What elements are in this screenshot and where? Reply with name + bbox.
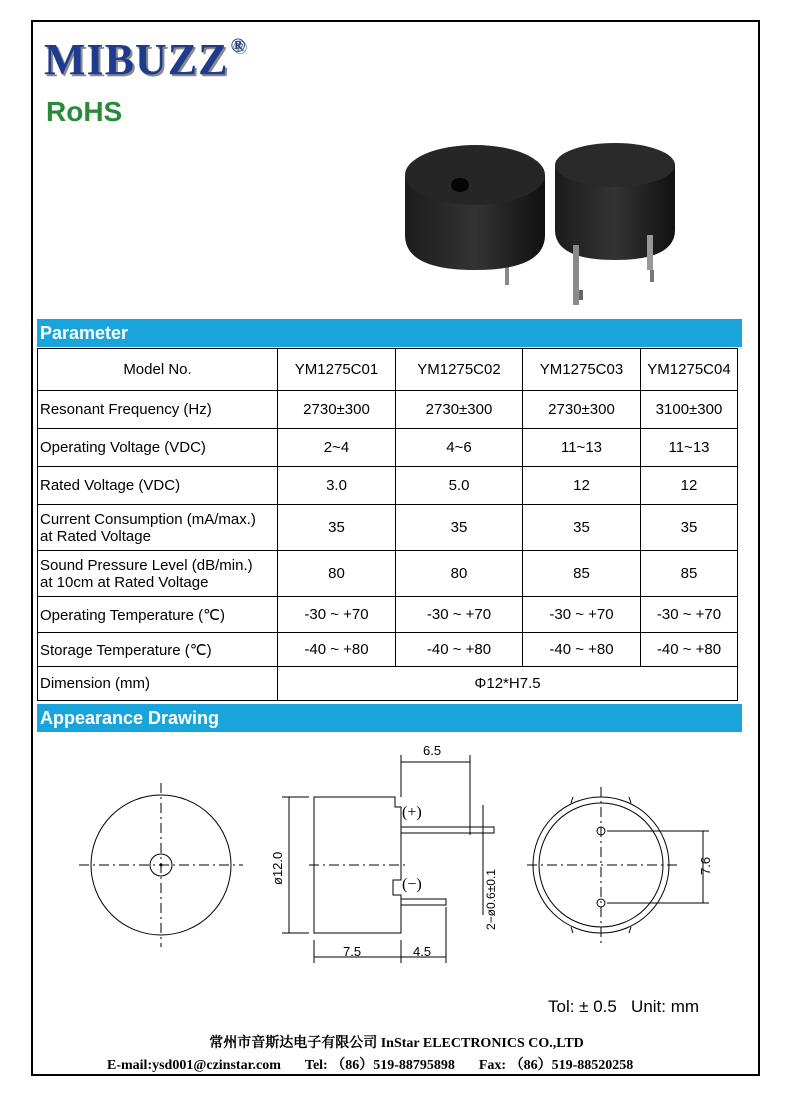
- table-row: [38, 429, 738, 467]
- row-label: Operating Temperature (℃): [38, 597, 278, 633]
- table-cell: -30 ~ +70: [523, 597, 641, 633]
- tel: Tel: （86）519-88795898: [304, 1058, 455, 1073]
- table-cell: 11~13: [523, 429, 641, 467]
- table-row: [38, 505, 738, 551]
- header-cell: YM1275C01: [278, 349, 396, 391]
- dim-body-label: 7.5: [343, 944, 362, 959]
- parameter-section-header: Parameter: [37, 319, 742, 347]
- table-cell: -40 ~ +80: [278, 633, 396, 667]
- table-cell: 2730±300: [396, 391, 523, 429]
- appearance-drawing: [37, 735, 742, 1025]
- row-label: Operating Voltage (VDC): [38, 429, 278, 467]
- table-cell: 85: [523, 551, 641, 597]
- table-cell: 35: [523, 505, 641, 551]
- header-cell: YM1275C02: [396, 349, 523, 391]
- table-cell: 85: [641, 551, 738, 597]
- table-row: [38, 551, 738, 597]
- table-cell: 80: [396, 551, 523, 597]
- table-row: [38, 597, 738, 633]
- email: E-mail:ysd001@czinstar.com: [107, 1058, 281, 1073]
- table-cell: -30 ~ +70: [641, 597, 738, 633]
- row-label: Storage Temperature (℃): [38, 633, 278, 667]
- table-cell: 4~6: [396, 429, 523, 467]
- header-cell: YM1275C03: [523, 349, 641, 391]
- table-cell: -40 ~ +80: [523, 633, 641, 667]
- header-cell: Model No.: [38, 349, 278, 391]
- header-cell: YM1275C04: [641, 349, 738, 391]
- row-label: Rated Voltage (VDC): [38, 467, 278, 505]
- row-label: Resonant Frequency (Hz): [38, 391, 278, 429]
- table-cell: 12: [523, 467, 641, 505]
- table-row: [38, 391, 738, 429]
- plus-label: (+): [402, 804, 422, 821]
- table-row: [38, 633, 738, 667]
- dim-top-label: 6.5: [423, 743, 442, 758]
- parameter-table: [37, 348, 738, 701]
- table-cell: 3100±300: [641, 391, 738, 429]
- rohs-mark: RoHS: [46, 96, 123, 127]
- table-cell: Φ12*H7.5: [278, 667, 738, 701]
- table-cell: -30 ~ +70: [278, 597, 396, 633]
- minus-label: (−): [402, 876, 422, 893]
- table-row: [38, 667, 738, 701]
- company-name: 常州市音斯达电子有限公司 InStar ELECTRONICS CO.,LTD: [209, 1036, 584, 1051]
- row-label: Sound Pressure Level (dB/min.) at 10cm at Rated Voltage: [38, 551, 278, 597]
- table-cell: 80: [278, 551, 396, 597]
- table-row: [38, 467, 738, 505]
- brand-logo: MIBUZZ ®: [44, 35, 247, 84]
- table-cell: 2730±300: [523, 391, 641, 429]
- table-cell: 35: [278, 505, 396, 551]
- contact-line: [107, 1054, 657, 1074]
- table-cell: -40 ~ +80: [396, 633, 523, 667]
- tolerance-note: Tol: ± 0.5 Unit: mm: [548, 997, 700, 1016]
- table-cell: -40 ~ +80: [641, 633, 738, 667]
- appearance-section-header: Appearance Drawing: [37, 704, 742, 732]
- table-cell: 3.0: [278, 467, 396, 505]
- row-label: Current Consumption (mA/max.) at Rated Voltage: [38, 505, 278, 551]
- table-cell: 11~13: [641, 429, 738, 467]
- product-photo: [395, 130, 705, 315]
- dim-lead-label: 4.5: [413, 944, 432, 959]
- table-cell: 2730±300: [278, 391, 396, 429]
- table-cell: 35: [396, 505, 523, 551]
- table-cell: 5.0: [396, 467, 523, 505]
- fax: Fax: （86）519-88520258: [478, 1058, 634, 1073]
- table-cell: 12: [641, 467, 738, 505]
- dim-height-label: ø12.0: [270, 851, 285, 885]
- table-cell: 35: [641, 505, 738, 551]
- dim-pin-label: 2−ø0.6±0.1: [484, 869, 498, 930]
- table-cell: 2~4: [278, 429, 396, 467]
- row-label: Dimension (mm): [38, 667, 278, 701]
- table-header-row: [38, 349, 738, 391]
- table-cell: -30 ~ +70: [396, 597, 523, 633]
- dim-spacing-label: 7.6: [698, 856, 713, 875]
